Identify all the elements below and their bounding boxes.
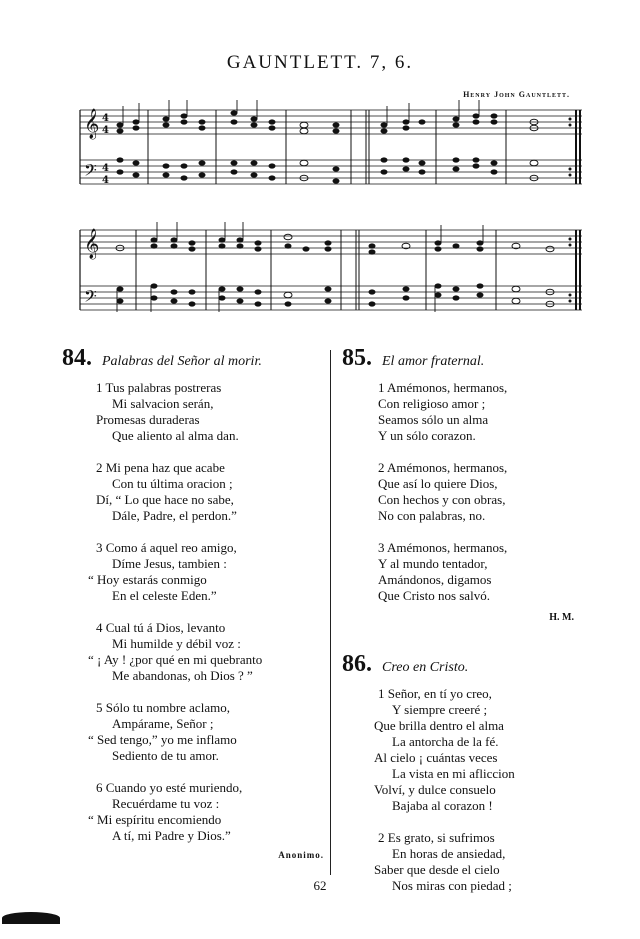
hymn-author: H. M.: [549, 612, 574, 623]
svg-text:4: 4: [102, 175, 109, 186]
verse-line: Bajaba al corazon !: [392, 798, 493, 813]
hymn-84: [62, 345, 324, 860]
verse-line: Dále, Padre, el perdon.”: [112, 508, 237, 523]
verse-line: Ampárame, Señor ;: [112, 716, 214, 731]
music-score-svg: [76, 100, 586, 330]
verse-line: Con hechos y con obras,: [378, 492, 506, 507]
hymn-86: [342, 651, 582, 894]
stanza: [342, 460, 582, 524]
verse-line: Mi salvacion serán,: [112, 396, 214, 411]
verse-line: Y un sólo corazon.: [378, 428, 476, 443]
verse-line: Que Cristo nos salvó.: [378, 588, 490, 603]
verse-line: 5 Sólo tu nombre aclamo,: [96, 700, 230, 715]
verse-line: A tí, mi Padre y Dios.”: [112, 828, 231, 843]
svg-text:4: 4: [102, 163, 109, 174]
verse-line: Y al mundo tentador,: [378, 556, 488, 571]
verse-line: En el celeste Eden.”: [112, 588, 217, 603]
stanza: [62, 780, 324, 844]
verse-line: Promesas duraderas: [96, 412, 200, 427]
verse-line: “ ¡ Ay ! ¿por qué en mi quebranto: [88, 652, 263, 667]
hymn-title: El amor fraternal.: [382, 354, 485, 369]
hymn-84-header: [62, 345, 324, 372]
stanza: [62, 700, 324, 764]
stanza: [342, 686, 582, 814]
hymn-title: Palabras del Señor al morir.: [102, 354, 262, 369]
verse-line: Nos miras con piedad ;: [392, 878, 512, 893]
verse-line: 1 Amémonos, hermanos,: [378, 380, 508, 395]
stanza: [342, 540, 582, 604]
verse-line: Dí, “ Lo que hace no sabe,: [96, 492, 234, 507]
verse-line: Amándonos, digamos: [378, 572, 492, 587]
verse-line: “ Hoy estarás conmigo: [88, 572, 207, 587]
svg-text:𝄞: 𝄞: [84, 109, 100, 139]
verse-line: Que brilla dentro el alma: [374, 718, 504, 733]
hymn-author: Anonimo.: [278, 850, 324, 860]
verse-line: Saber que desde el cielo: [374, 862, 500, 877]
verse-line: La antorcha de la fé.: [392, 734, 499, 749]
verse-line: “ Mi espíritu encomiendo: [88, 812, 222, 827]
svg-text:𝄞: 𝄞: [84, 229, 100, 259]
verse-line: Con tu última oracion ;: [112, 476, 233, 491]
verse-line: 6 Cuando yo esté muriendo,: [96, 780, 243, 795]
hymn-number: 86.: [342, 651, 372, 677]
svg-text:4: 4: [102, 125, 109, 136]
verse-line: La vista en mi afliccion: [392, 766, 515, 781]
hymn-number: 84.: [62, 345, 92, 371]
stanza: [62, 380, 324, 444]
stanza: [62, 460, 324, 524]
verse-line: Sediento de tu amor.: [112, 748, 219, 763]
verse-line: Y siempre creeré ;: [392, 702, 488, 717]
verse-line: 4 Cual tú á Dios, levanto: [96, 620, 226, 635]
composer-credit: Henry John Gauntlett.: [463, 90, 570, 99]
verse-line: 1 Señor, en tí yo creo,: [378, 686, 492, 701]
column-divider: [330, 350, 331, 875]
page-number: 62: [313, 878, 327, 893]
right-column: [342, 345, 582, 910]
verse-line: No con palabras, no.: [378, 508, 486, 523]
tune-title: GAUNTLETT. 7, 6.: [226, 52, 414, 73]
verse-line: Que así lo quiere Dios,: [378, 476, 498, 491]
verse-line: 3 Como á aquel reo amigo,: [96, 540, 237, 555]
verse-line: 1 Tus palabras postreras: [96, 380, 222, 395]
verse-line: En horas de ansiedad,: [392, 846, 506, 861]
verse-line: Mi humilde y débil voz :: [112, 636, 241, 651]
verse-line: Al cielo ¡ cuántas veces: [374, 750, 498, 765]
verse-line: 2 Mi pena haz que acabe: [96, 460, 225, 475]
music-score: [76, 100, 586, 330]
verse-line: 3 Amémonos, hermanos,: [378, 540, 508, 555]
stanza: [62, 540, 324, 604]
hymn-85-header: [342, 345, 582, 372]
verse-line: Seamos sólo un alma: [378, 412, 489, 427]
verse-line: Me abandonas, oh Dios ? ”: [112, 668, 253, 683]
svg-text:𝄢: 𝄢: [84, 160, 97, 184]
verse-line: 2 Es grato, si sufrimos: [378, 830, 495, 845]
ink-blot: [2, 912, 60, 924]
svg-text:𝄢: 𝄢: [84, 286, 97, 310]
stanza: [342, 380, 582, 444]
verse-line: Recuérdame tu voz :: [112, 796, 220, 811]
svg-text:4: 4: [102, 113, 109, 124]
stanza: [62, 620, 324, 684]
verse-line: Volví, y dulce consuelo: [374, 782, 496, 797]
verse-line: Con religioso amor ;: [378, 396, 486, 411]
hymn-title: Creo en Cristo.: [382, 660, 469, 675]
hymn-86-header: [342, 651, 582, 678]
hymn-85: [342, 345, 582, 623]
verse-line: 2 Amémonos, hermanos,: [378, 460, 508, 475]
verse-line: Díme Jesus, tambien :: [112, 556, 227, 571]
verse-line: “ Sed tengo,” yo me inflamo: [88, 732, 237, 747]
verse-line: Que aliento al alma dan.: [112, 428, 239, 443]
hymn-number: 85.: [342, 345, 372, 371]
